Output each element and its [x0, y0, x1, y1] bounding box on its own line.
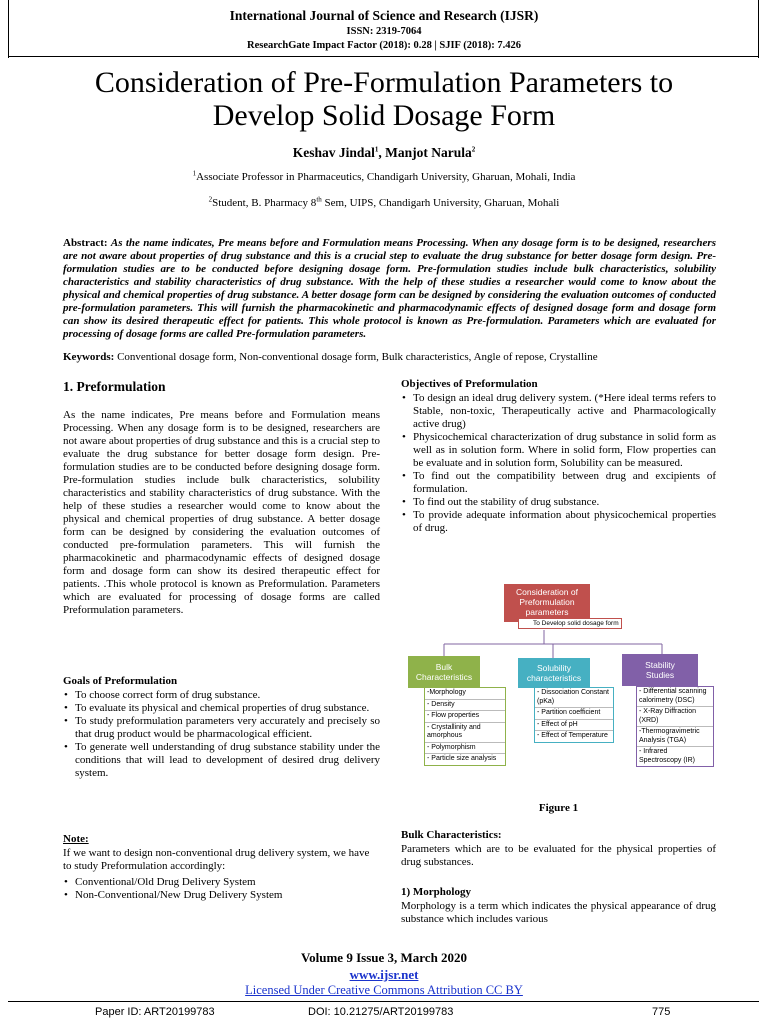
bulk-text: Parameters which are to be evaluated for the physical properties of drug substances. — [401, 843, 716, 868]
list-item: -Thermogravimetric Analysis (TGA) — [637, 727, 713, 747]
abstract — [63, 237, 716, 341]
note-list — [63, 876, 380, 902]
list-item: • To design an ideal drug delivery system. (*Here ideal terms refers to Stable, non-toxic, Therapeutically active and Pharmacologically active drug) — [401, 392, 716, 431]
affiliation-1 — [0, 171, 768, 183]
list-item: - Crystallinity and amorphous — [425, 723, 505, 743]
footer-site — [0, 967, 768, 983]
impact-factor: ResearchGate Impact Factor (2018): 0.28 | SJIF (2018): 7.426 — [247, 40, 521, 51]
section-preformulation-title: 1. Preformulation — [63, 379, 166, 394]
abstract-text: As the name indicates, Pre means before and Formulation means Processing. When any dosage form is to be designed, researchers are not aware about properties of drug substance and this is a crucial step to evaluate the drug substance for better dosage form design. Pre-formulation studies are to be conducted before designing dosage form. Pre-formulation studies include bulk characteristics, solubility characteristics and stability characteristics of drug substance. With the help of these studies a researcher would come to know about the physical and chemical properties of drug substance. A better dosage form can be designed by considering the evaluation outcomes of conducted pre-formulation parameters. This will furnish the pharmacokinetic and pharmacodynamic effects of designed dosage form and dosage form can show its desired therapeutic effect for patients. This whole protocol is known as Pre-formulation. Parameters which are evaluated for processing of dosage forms are called Pre-formulation parameters. — [63, 237, 716, 340]
solubility-title-1: Solubility — [536, 663, 572, 673]
author-sep: , — [378, 145, 386, 160]
figure-root-subtitle: To Develop solid dosage form — [518, 618, 622, 629]
keywords — [63, 351, 723, 363]
list-item: • To provide adequate information about physicochemical properties of drug. — [401, 509, 716, 535]
site-link[interactable]: www.ijsr.net — [349, 967, 419, 982]
list-item: - Partition coefficient — [535, 708, 613, 720]
footer-license — [0, 983, 768, 998]
paper-title-line1: Consideration of Pre-Formulation Parameters to — [94, 66, 674, 99]
root-line-3: parameters — [525, 607, 569, 617]
list-item: - Effect of pH — [535, 720, 613, 732]
list-item: -Morphology — [425, 688, 505, 700]
list-item: - Flow properties — [425, 711, 505, 723]
list-item: - Differential scanning calorimetry (DSC) — [637, 687, 713, 707]
paper-title-line2: Develop Solid Dosage Form — [212, 99, 556, 132]
list-item: - Dissociation Constant (pKa) — [535, 688, 613, 708]
header-right-rule — [758, 0, 759, 58]
authors — [0, 145, 768, 161]
root-line-1: Consideration of — [516, 587, 578, 597]
footer-volume: Volume 9 Issue 3, March 2020 — [300, 950, 468, 965]
goals-list — [63, 689, 380, 780]
bulk-title-2: Characteristics — [415, 672, 473, 682]
author-1: Keshav Jindal — [292, 145, 375, 160]
list-item: - Effect of Temperature — [537, 732, 608, 739]
bulk-title: Bulk Characteristics: — [401, 829, 502, 841]
list-item: • To choose correct form of drug substance. — [63, 689, 380, 702]
aff1-text: Associate Professor in Pharmaceutics, Chandigarh University, Gharuan, Mohali, India — [196, 171, 576, 183]
author-1-sup: 1 — [374, 145, 379, 154]
figure-stability-items — [636, 686, 714, 767]
figure-root-node — [504, 584, 590, 622]
objectives-list — [401, 392, 716, 535]
stability-title-1: Stability — [645, 660, 675, 670]
root-line-2: Preformulation — [519, 597, 575, 607]
page-number: 775 — [652, 1006, 671, 1018]
morphology-text: Morphology is a term which indicates the physical appearance of drug substance which includes various — [401, 900, 716, 925]
stability-title-2: Studies — [645, 670, 675, 680]
list-item: • Non-Conventional/New Drug Delivery System — [63, 889, 380, 902]
figure-node-solubility — [518, 658, 590, 688]
author-2-sup: 2 — [471, 145, 476, 154]
figure-bulk-items — [424, 687, 506, 766]
list-item: • To generate well understanding of drug substance stability under the conditions that will lead to development of desired drug delivery system. — [63, 741, 380, 780]
aff1-sup: 1 — [192, 169, 197, 178]
keywords-label: Keywords: — [63, 351, 115, 363]
list-item: • Physicochemical characterization of drug substance in solid form as well as in solution form. Where in solid form, Flow properties can be evaluate and in solution form, Solubility can be measured. — [401, 431, 716, 470]
aff2-sup: 2 — [208, 195, 213, 204]
note-text: If we want to design non-conventional drug delivery system, we have to study Preformulation accordingly: — [63, 847, 370, 872]
bulk-title-1: Bulk — [435, 662, 453, 672]
author-2: Manjot Narula — [385, 145, 472, 160]
list-item: - Density — [425, 700, 505, 712]
figure-1-diagram — [404, 582, 716, 797]
list-item: • To evaluate its physical and chemical properties of drug substance. — [63, 702, 380, 715]
list-item: - Particle size analysis — [427, 755, 497, 762]
list-item: • Conventional/Old Drug Delivery System — [63, 876, 380, 889]
goals-title: Goals of Preformulation — [63, 675, 178, 687]
objectives-title: Objectives of Preformulation — [401, 378, 538, 390]
figure-caption: Figure 1 — [538, 802, 579, 814]
figure-solubility-items — [534, 687, 614, 743]
list-item: • To find out the stability of drug substance. — [401, 496, 716, 509]
list-item: - Polymorphism — [425, 743, 505, 755]
keywords-text: Conventional dosage form, Non-conventional dosage form, Bulk characteristics, Angle of repose, Crystalline — [117, 351, 598, 363]
journal-name: International Journal of Science and Research (IJSR) — [229, 8, 539, 23]
preformulation-paragraph: As the name indicates, Pre means before and Formulation means Processing. When any dosage form is to be designed, researchers are not aware about properties of drug substance and this is a crucial step to evaluate the drug substance for better dosage form design. Pre-formulation studies are to be conducted before designing dosage form. Pre-formulation studies include bulk characteristics, solubility characteristics and stability characteristics of drug substance. With the help of these studies a researcher would come to know about the physical and chemical properties of drug substance. A better dosage form can be designed by considering the evaluation outcomes of conducted pre-formulation parameters. This will furnish the pharmacokinetic and pharmacodynamic effects of designed dosage form and dosage form can show its desired therapeutic effect for patients. .This whole protocol is known as Preformulation. Parameters which are evaluated for processing of dosage forms are called Preformulation parameters. — [63, 409, 380, 616]
list-item: • To find out the compatibility between drug and excipients of formulation. — [401, 470, 716, 496]
figure-node-stability — [622, 654, 698, 686]
issn: ISSN: 2319-7064 — [346, 26, 422, 37]
aff2-pre: Student, B. Pharmacy 8 — [212, 197, 317, 209]
figure-node-bulk — [408, 656, 480, 688]
list-item: - X-Ray Diffraction (XRD) — [637, 707, 713, 727]
paper-id: Paper ID: ART20199783 — [95, 1006, 215, 1018]
note-title: Note: — [63, 833, 89, 845]
license-link[interactable]: Licensed Under Creative Commons Attribution CC BY — [245, 983, 523, 997]
morphology-title: 1) Morphology — [401, 886, 471, 898]
list-item: • To study preformulation parameters very accurately and precisely so that drug product would be pharmacological efficient. — [63, 715, 380, 741]
list-item: - Infrared Spectroscopy (IR) — [639, 748, 696, 764]
solubility-title-2: characteristics — [526, 673, 582, 683]
header-left-rule — [8, 0, 9, 58]
footer-rule — [8, 1001, 759, 1002]
header-bottom-rule — [8, 56, 759, 57]
aff2-post: Sem, UIPS, Chandigarh University, Gharuan, Mohali — [321, 197, 560, 209]
aff2-th: th — [316, 195, 322, 204]
abstract-label: Abstract: — [63, 237, 108, 249]
doi: DOI: 10.21275/ART20199783 — [308, 1006, 454, 1018]
affiliation-2 — [0, 197, 768, 209]
